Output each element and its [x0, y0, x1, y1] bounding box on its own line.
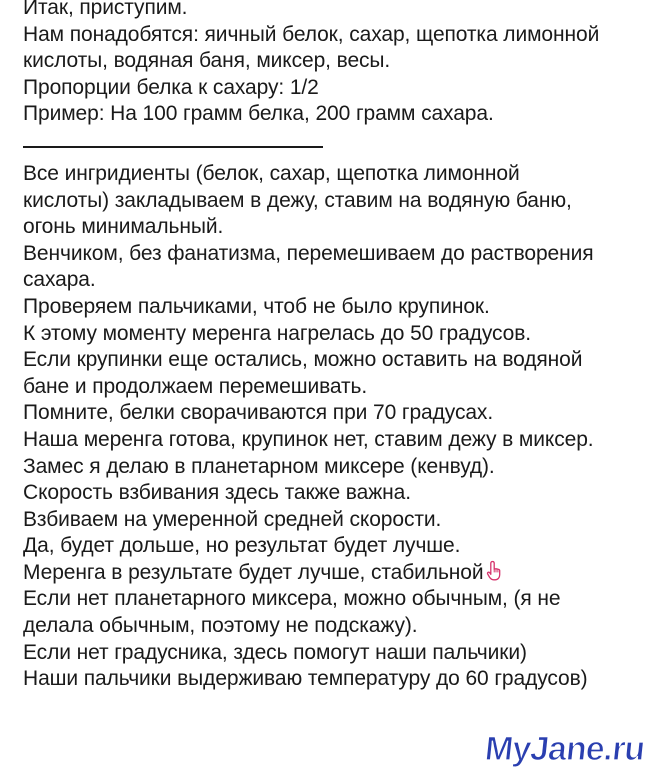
text-line: Пример: На 100 грамм белка, 200 грамм сахара. [23, 102, 494, 126]
text-line: кислоты, водяная баня, миксер, весы. [23, 49, 391, 73]
text-line: Взбиваем на умеренной средней скорости. [23, 507, 442, 531]
recipe-text [23, 0, 643, 693]
text-line: бане и продолжаем перемешивать. [23, 374, 368, 398]
text-line: Скорость взбивания здесь также важна. [23, 481, 411, 505]
text-line: Если крупинки еще остались, можно оставить на водяной [23, 348, 583, 372]
text-line: Пропорции белка к сахару: 1/2 [23, 75, 319, 99]
text-line: Если нет планетарного миксера, можно обычным, (я не [23, 587, 561, 611]
text-line: Замес я делаю в планетарном миксере (кенвуд). [23, 454, 495, 478]
text-line: сахара. [23, 268, 96, 292]
text-line: Да, будет дольше, но результат будет лучше. [23, 534, 461, 558]
pointing-up-hand-icon [486, 560, 502, 582]
text-line: Нам понадобятся: яичный белок, сахар, щепотка лимонной [23, 22, 600, 46]
text-line: Если нет градусника, здесь помогут наши пальчики) [23, 640, 527, 664]
text-line: Итак, приступим. [23, 0, 188, 19]
text-line: Наши пальчики выдерживаю температуру до 60 градусов) [23, 667, 588, 691]
text-line: Помните, белки сворачиваются при 70 градусах. [23, 401, 494, 425]
text-line-with-emoji [23, 560, 643, 587]
divider-line [23, 146, 323, 148]
text-line: кислоты) закладываем в дежу, ставим на водяную баню, [23, 188, 572, 212]
text-line-label: Меренга в результате будет лучше, стабильной [23, 560, 484, 584]
text-line: делала обычным, поэтому не подскажу). [23, 614, 418, 638]
text-line: Все ингридиенты (белок, сахар, щепотка лимонной [23, 161, 520, 185]
site-watermark: MyJane.ru [482, 730, 647, 768]
text-line: К этому моменту меренга нагрелась до 50 градусов. [23, 321, 532, 345]
text-line: Венчиком, без фанатизма, перемешиваем до растворения [23, 241, 594, 265]
text-line: Наша меренга готова, крупинок нет, ставим дежу в миксер. [23, 427, 594, 451]
text-line: Проверяем пальчиками, чтоб не было крупинок. [23, 294, 490, 318]
text-line: огонь минимальный. [23, 215, 224, 239]
